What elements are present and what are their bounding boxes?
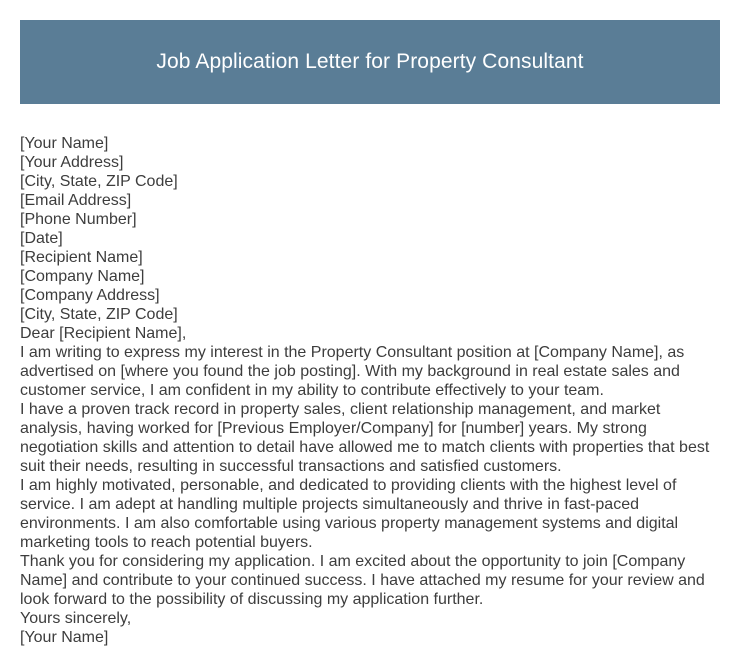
- header-banner: [20, 20, 720, 104]
- sender-address: [Your Address]: [20, 154, 124, 171]
- page-title: Job Application Letter for Property Consultant: [156, 50, 584, 73]
- recipient-company: [Company Name]: [20, 268, 145, 285]
- paragraph-experience: I have a proven track record in property sales, client relationship management, and market analysis, having worked for [Previous Employer/Company] for [number] years. My strong negotiation skills and attention to detail have allowed me to match clients with properties that best suit their needs, resulting in successful transactions and satisfied customers.: [20, 401, 710, 475]
- letter-date: [Date]: [20, 230, 63, 247]
- recipient-name: [Recipient Name]: [20, 249, 143, 266]
- sender-city-state-zip: [City, State, ZIP Code]: [20, 173, 178, 190]
- paragraph-thanks: Thank you for considering my application. I am excited about the opportunity to join [Company Name] and contribute to your continued success. I have attached my resume for your review and look forward to the possibility of discussing my application further.: [20, 553, 705, 608]
- recipient-company-address: [Company Address]: [20, 287, 160, 304]
- paragraph-intro: I am writing to express my interest in the Property Consultant position at [Company Name], as advertised on [where you found the job posting]. With my background in real estate sales and customer service, I am confident in my ability to contribute effectively to your team.: [20, 344, 685, 399]
- sender-email: [Email Address]: [20, 192, 132, 209]
- sender-phone: [Phone Number]: [20, 211, 137, 228]
- paragraph-qualities: I am highly motivated, personable, and dedicated to providing clients with the highest level of service. I am adept at handling multiple projects simultaneously and thrive in fast-paced environments. I am also comfortable using various property management systems and digital marketing tools to reach potential buyers.: [20, 477, 679, 551]
- signature: [Your Name]: [20, 629, 109, 646]
- recipient-city-state-zip: [City, State, ZIP Code]: [20, 306, 178, 323]
- letter-body: [20, 134, 720, 647]
- sender-name: [Your Name]: [20, 135, 109, 152]
- salutation: Dear [Recipient Name],: [20, 325, 187, 342]
- closing: Yours sincerely,: [20, 610, 132, 627]
